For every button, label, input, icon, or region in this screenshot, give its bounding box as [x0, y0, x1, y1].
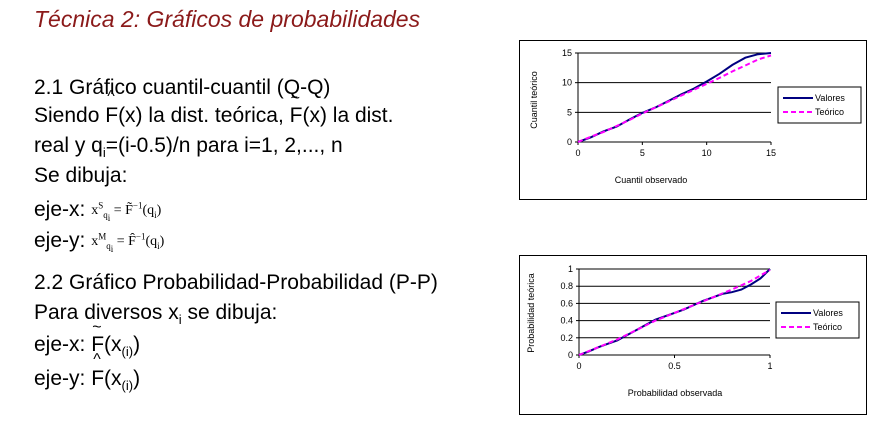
section2-line2: Para diversos $x_i$ se dibuja:: [34, 301, 278, 328]
qq-xtick-label: 0: [575, 148, 581, 158]
section1-axis-x: eje-x: $x^S_{q_i}$ = $F̃^{-1}(q_i)$: [34, 198, 162, 223]
qq-chart-xlabel: Cuantil observado: [614, 175, 688, 185]
pp-chart: [519, 255, 867, 415]
formula-y: $x^M_{q_i}$ = $F̂^{-1}(q_i)$: [91, 231, 165, 254]
qq-chart-ylabel: Cuantil teórico: [529, 71, 539, 129]
qq-legend-label: Valores: [815, 93, 845, 103]
section1-heading: 2.1 Gráfico cuantil-cuantil (Q-Q): [34, 76, 331, 99]
pp-ytick-label: 0.2: [560, 332, 573, 343]
qq-ytick-label: 5: [566, 107, 572, 118]
section1-line2: Siendo ^ F(x) la dist. teórica, ~ F(x) la dist.: [34, 104, 393, 128]
pp-chart-xlabel: Probabilidad observada: [627, 388, 723, 398]
pp-series-teorico-line: [579, 270, 770, 355]
section2-axis-x: eje-x: ~ $F(x_{(i)})$: [34, 333, 140, 359]
pp-xtick-label: 1: [767, 361, 773, 371]
formula-x: $x^S_{q_i}$ = $F̃^{-1}(q_i)$: [91, 200, 162, 223]
qq-chart: [519, 40, 867, 200]
pp-ytick-label: 0: [567, 350, 573, 360]
section1-line3: real y $q_i=(i-0.5)/n$ para i=1, 2,..., n: [34, 134, 343, 161]
qq-xtick-label: 5: [639, 148, 645, 158]
pp-xtick-label: 0.5: [668, 361, 681, 371]
qq-chart-svg: [520, 41, 866, 199]
pp-chart-svg: [520, 256, 866, 414]
pp-ytick-label: 0.8: [560, 281, 573, 292]
slide-title: Técnica 2: Gráficos de probabilidades: [34, 6, 421, 32]
pp-ytick-label: 0.6: [560, 298, 573, 309]
pp-ytick-label: 1: [567, 264, 573, 274]
pp-xtick-label: 0: [576, 361, 582, 371]
qq-series-teorico-line: [578, 55, 771, 142]
section2-heading: 2.2 Gráfico Probabilidad-Probabilidad (P-P): [34, 271, 438, 294]
qq-ytick-label: 10: [561, 77, 572, 88]
qq-ytick-label: 0: [566, 137, 572, 147]
qq-xtick-label: 15: [765, 148, 777, 158]
qq-legend-label: Teórico: [815, 107, 845, 117]
pp-chart-ylabel: Probabilidad teórica: [526, 273, 536, 353]
pp-legend-label: Teórico: [813, 322, 843, 332]
section2-axis-y: eje-y: ^ $F(x_{(i)})$: [34, 367, 140, 393]
pp-ytick-label: 0.4: [560, 315, 573, 326]
pp-legend-label: Valores: [813, 308, 843, 318]
qq-ytick-label: 15: [561, 48, 572, 58]
qq-xtick-label: 10: [701, 148, 712, 158]
section1-axis-y: eje-y: $x^M_{q_i}$ = $F̂^{-1}(q_i)$: [34, 229, 165, 254]
section1-line4: Se dibuja:: [34, 164, 128, 187]
